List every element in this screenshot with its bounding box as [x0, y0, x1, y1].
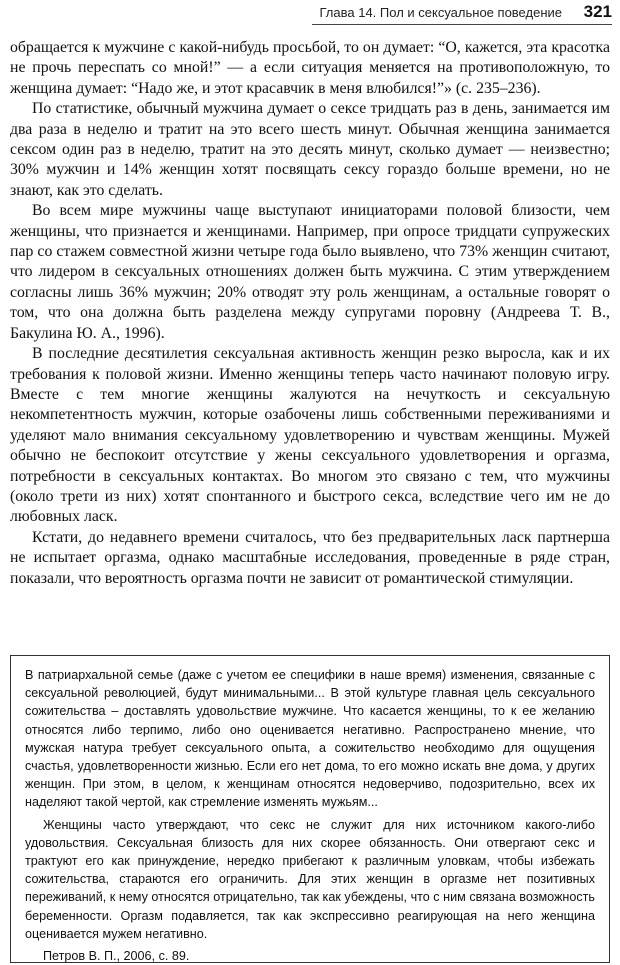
paragraph: По статистике, обычный мужчина думает о сексе тридцать раз в день, занимается им два раза в неделю и тратит на это всего шесть минут. Обычная женщина занимается сексом один раз в неделю, тратит на это десять минут, сколько думает — неизвестно; 30% мужчин и 14% женщин хотят посвящать сексу гораздо больше времени, но не знают, как это сделать.	[10, 100, 610, 199]
paragraph: обращается к мужчине с какой-нибудь просьбой, то он думает: “О, кажется, эта красотка не прочь переспать со мной!” — а если ситуация меняется на противоположную, то женщина думает: “Надо же, и этот красавчик в меня влюбился!”» (с. 235–236).	[10, 39, 610, 97]
paragraph: Во всем мире мужчины чаще выступают инициаторами половой близости, чем женщины, что признается и женщинами. Например, при опросе тридцати супружеских пар со стажем совместной жизни четыре года было выявлено, что 73% женщин считают, что лидером в сексуальных отношениях должен быть мужчина. С этим утверждением согласны лишь 36% мужчин; 20% отводят эту роль женщинам, а остальные говорят о том, что она должна быть разделена между супругами поровну (Андреева Т. В., Бакулина Ю. А., 1996).	[10, 202, 610, 342]
quote-box	[10, 655, 610, 963]
header-divider	[312, 24, 612, 25]
chapter-title: Глава 14. Пол и сексуальное поведение	[319, 5, 562, 20]
quote-source: Петров В. П., 2006, с. 89.	[43, 949, 190, 964]
quote-paragraph: В патриархальной семье (даже с учетом ее специфики в наше время) изменения, связанные с сексуальной революцией, будут минимальными... В этой культуре главная цель сексуального сожительства – доставлять удовольствие мужчине. Что касается женщины, то к ее желанию относятся либо терпимо, либо оно оценивается негативно. Распространено мнение, что мужская натура требует сексуального опыта, а сожительство необходимо для ощущения счастья, удовлетворенности жизнью. Если его нет дома, то его можно искать вне дома, у других женщин. При этом, в целом, к женщинам относятся недоверчиво, подозрительно, всех их наделяют такой чертой, как стремление изменять мужьям...	[25, 668, 595, 810]
page-header	[0, 0, 620, 28]
main-text	[10, 38, 610, 589]
quote-paragraph: Женщины часто утверждают, что секс не служит для них источником какого-либо удовольствия. Сексуальная близость для них скорее обязанность. Они отвергают секс и трактуют его как принуждение, нередко прибегают к различным уловкам, чтобы избежать сожительства, стараются его ограничить. Для этих женщин в оргазме нет позитивных переживаний, к нему относятся отрицательно, так как убеждены, что с ним связана возможность беременности. Оргазм подавляется, так как экспрессивно реагирующая на него женщина оценивается мужем негативно.	[25, 817, 595, 941]
paragraph: Кстати, до недавнего времени считалось, что без предварительных ласк партнерша не испытает оргазма, однако масштабные исследования, проведенные в ряде стран, показали, что вероятность оргазма почти не зависит от романтической стимуляции.	[10, 528, 610, 587]
page-number: 321	[583, 2, 612, 21]
paragraph: В последние десятилетия сексуальная активность женщин резко выросла, как и их требования к половой жизни. Именно женщины теперь часто начинают половую игру. Вместе с тем многие женщины жалуются на нечуткость и сексуальную некомпетентность мужчин, которые озабочены лишь собственными переживаниями и уделяют мало внимания сексуальному удовлетворению и чувствам женщины. Мужей обычно не беспокоит отсутствие у жены сексуального удовлетворения и оргазма, потребности в сексуальных контактах. Во многом это связано с тем, что мужчины (около трети из них) хотят спонтанного и быстрого секса, вследствие чего им не до любовных ласк.	[10, 345, 610, 526]
